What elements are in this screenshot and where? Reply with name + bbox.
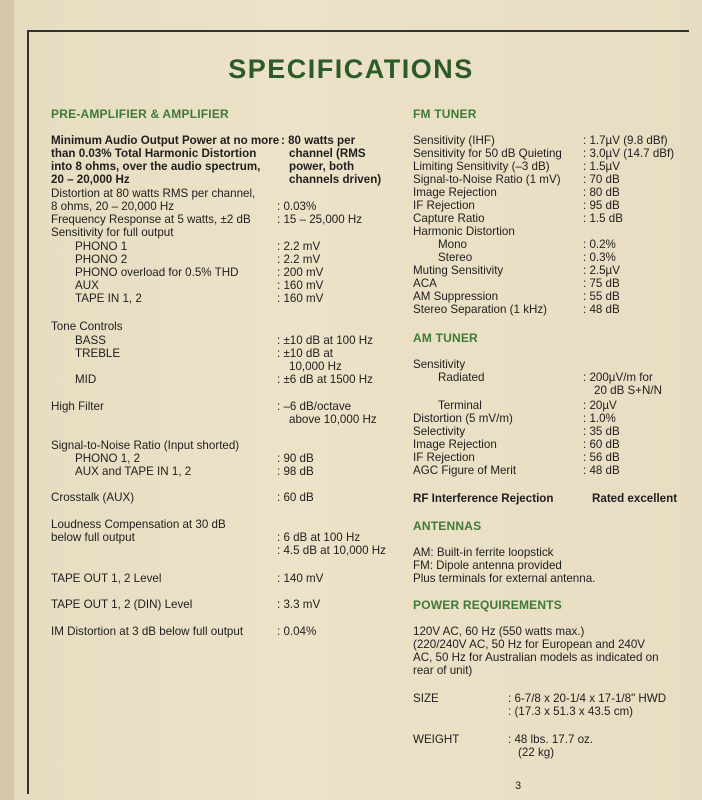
tone-controls-label: Tone Controls xyxy=(51,320,123,333)
fm-row-value: : 3.0µV (14.7 dBf) xyxy=(583,147,675,160)
fm-row-label: Image Rejection xyxy=(413,186,497,199)
am-row-label: Selectivity xyxy=(413,425,466,438)
weight-label: WEIGHT xyxy=(413,733,460,746)
weight-value: : 48 lbs. 17.7 oz. xyxy=(508,733,594,746)
fm-row-label: Harmonic Distortion xyxy=(413,225,515,238)
power-heading: POWER REQUIREMENTS xyxy=(413,598,562,612)
power-line: 120V AC, 60 Hz (550 watts max.) xyxy=(413,625,585,638)
power-line: rear of unit) xyxy=(413,664,473,677)
fm-row-label: ACA xyxy=(413,277,437,290)
pre-amp-heading: PRE-AMPLIFIER & AMPLIFIER xyxy=(51,107,229,121)
fm-row-value: : 48 dB xyxy=(583,303,620,316)
fm-row-value: : 1.5 dB xyxy=(583,212,623,225)
antennas-heading: ANTENNAS xyxy=(413,519,482,533)
am-row-value: : 20µV xyxy=(583,399,617,412)
am-row-label: IF Rejection xyxy=(413,451,475,464)
distortion-label: Distortion at 80 watts RMS per channel, xyxy=(51,187,256,200)
power-line: (220/240V AC, 50 Hz for European and 240V xyxy=(413,638,646,651)
fm-tuner-heading: FM TUNER xyxy=(413,107,477,121)
am-radiated-value: 20 dB S+N/N xyxy=(594,384,662,397)
fm-row-value: : 95 dB xyxy=(583,199,620,212)
sensitivity-label: Sensitivity for full output xyxy=(51,226,174,239)
distortion-label: 8 ohms, 20 – 20,000 Hz xyxy=(51,200,175,213)
fm-row-value: : 1.5µV xyxy=(583,160,620,173)
fm-row-value: : 70 dB xyxy=(583,173,620,186)
loudness-label: Loudness Compensation at 30 dB xyxy=(51,518,226,531)
page-edge xyxy=(0,0,14,800)
sensitivity-row-value: : 2.2 mV xyxy=(277,253,321,266)
am-radiated-value: : 200µV/m for xyxy=(583,371,653,384)
im-distortion-value: : 0.04% xyxy=(277,625,317,638)
am-tuner-heading: AM TUNER xyxy=(413,331,478,345)
am-row-value: : 48 dB xyxy=(583,464,620,477)
tape-out-label: TAPE OUT 1, 2 Level xyxy=(51,572,162,585)
antennas-line: Plus terminals for external antenna. xyxy=(413,572,596,585)
min-power-value: : 80 watts per xyxy=(281,134,356,147)
freq-response-label: Frequency Response at 5 watts, ±2 dB xyxy=(51,213,251,226)
crosstalk-label: Crosstalk (AUX) xyxy=(51,491,135,504)
size-label: SIZE xyxy=(413,692,439,705)
tone-treble-value: 10,000 Hz xyxy=(289,360,342,373)
fm-row-label: Sensitivity for 50 dB Quieting xyxy=(413,147,562,160)
fm-row-label: Capture Ratio xyxy=(413,212,485,225)
loudness-value: : 4.5 dB at 10,000 Hz xyxy=(277,544,386,557)
am-row-value: : 60 dB xyxy=(583,438,620,451)
rf-interference-label: RF Interference Rejection xyxy=(413,492,554,505)
sensitivity-row-value: : 2.2 mV xyxy=(277,240,321,253)
fm-row-value: : 0.2% xyxy=(583,238,616,251)
am-row-label: Distortion (5 mV/m) xyxy=(413,412,513,425)
sensitivity-row-label: TAPE IN 1, 2 xyxy=(75,292,142,305)
min-power-value: channels driven) xyxy=(289,173,382,186)
rf-interference-value: Rated excellent xyxy=(592,492,678,505)
tape-out-din-label: TAPE OUT 1, 2 (DIN) Level xyxy=(51,598,193,611)
tone-mid-value: : ±6 dB at 1500 Hz xyxy=(277,373,373,386)
am-row-label: Terminal xyxy=(438,399,482,412)
sensitivity-row-label: PHONO 1 xyxy=(75,240,128,253)
min-power-label: 20 – 20,000 Hz xyxy=(51,173,130,186)
sensitivity-row-label: AUX xyxy=(75,279,99,292)
min-power-value: power, both xyxy=(289,160,355,173)
am-radiated-label: Radiated xyxy=(438,371,485,384)
high-filter-value: above 10,000 Hz xyxy=(289,413,377,426)
min-power-label: into 8 ohms, over the audio spectrum, xyxy=(51,160,261,173)
loudness-value: : 6 dB at 100 Hz xyxy=(277,531,361,544)
tone-treble-label: TREBLE xyxy=(75,347,121,360)
snr-row-value: : 90 dB xyxy=(277,452,314,465)
am-row-value: : 56 dB xyxy=(583,451,620,464)
page-title: SPECIFICATIONS xyxy=(228,54,474,84)
sensitivity-row-value: : 160 mV xyxy=(277,292,324,305)
snr-label: Signal-to-Noise Ratio (Input shorted) xyxy=(51,439,240,452)
fm-row-label: Mono xyxy=(438,238,468,251)
sensitivity-row-value: : 200 mV xyxy=(277,266,324,279)
min-power-label: than 0.03% Total Harmonic Distortion xyxy=(51,147,257,160)
fm-row-value: : 55 dB xyxy=(583,290,620,303)
sensitivity-row-value: : 160 mV xyxy=(277,279,324,292)
fm-row-value: : 75 dB xyxy=(583,277,620,290)
fm-row-value: : 0.3% xyxy=(583,251,616,264)
size-value: : (17.3 x 51.3 x 43.5 cm) xyxy=(508,705,634,718)
im-distortion-label: IM Distortion at 3 dB below full output xyxy=(51,625,244,638)
fm-row-label: Limiting Sensitivity (–3 dB) xyxy=(413,160,550,173)
freq-response-value: : 15 – 25,000 Hz xyxy=(277,213,363,226)
high-filter-label: High Filter xyxy=(51,400,104,413)
fm-row-label: Muting Sensitivity xyxy=(413,264,504,277)
loudness-label: below full output xyxy=(51,531,135,544)
size-value: : 6-7/8 x 20-1/4 x 17-1/8" HWD xyxy=(508,692,667,705)
weight-value: (22 kg) xyxy=(518,746,555,759)
antennas-line: FM: Dipole antenna provided xyxy=(413,559,562,572)
snr-row-label: PHONO 1, 2 xyxy=(75,452,141,465)
power-line: AC, 50 Hz for Australian models as indicated on xyxy=(413,651,659,664)
am-row-label: AGC Figure of Merit xyxy=(413,464,517,477)
am-row-value: : 35 dB xyxy=(583,425,620,438)
tone-mid-label: MID xyxy=(75,373,97,386)
tape-out-value: : 140 mV xyxy=(277,572,324,585)
distortion-value: : 0.03% xyxy=(277,200,317,213)
min-power-value: channel (RMS xyxy=(289,147,366,160)
am-sensitivity-label: Sensitivity xyxy=(413,358,466,371)
snr-row-label: AUX and TAPE IN 1, 2 xyxy=(75,465,192,478)
fm-row-value: : 1.7µV (9.8 dBf) xyxy=(583,134,668,147)
crosstalk-value: : 60 dB xyxy=(277,491,314,504)
high-filter-value: : –6 dB/octave xyxy=(277,400,352,413)
sensitivity-row-label: PHONO overload for 0.5% THD xyxy=(75,266,239,279)
fm-row-label: IF Rejection xyxy=(413,199,475,212)
tape-out-din-value: : 3.3 mV xyxy=(277,598,321,611)
tone-treble-value: : ±10 dB at xyxy=(277,347,333,360)
fm-row-label: AM Suppression xyxy=(413,290,499,303)
sensitivity-row-label: PHONO 2 xyxy=(75,253,128,266)
min-power-label: Minimum Audio Output Power at no more xyxy=(51,134,280,147)
am-row-label: Image Rejection xyxy=(413,438,497,451)
tone-bass-value: : ±10 dB at 100 Hz xyxy=(277,334,373,347)
fm-row-value: : 80 dB xyxy=(583,186,620,199)
am-row-value: : 1.0% xyxy=(583,412,616,425)
fm-row-label: Stereo xyxy=(438,251,473,264)
fm-row-label: Signal-to-Noise Ratio (1 mV) xyxy=(413,173,561,186)
snr-row-value: : 98 dB xyxy=(277,465,314,478)
fm-row-label: Stereo Separation (1 kHz) xyxy=(413,303,548,316)
fm-row-label: Sensitivity (IHF) xyxy=(413,134,495,147)
page-number: 3 xyxy=(515,780,522,792)
antennas-line: AM: Built-in ferrite loopstick xyxy=(413,546,554,559)
tone-bass-label: BASS xyxy=(75,334,106,347)
fm-row-value: : 2.5µV xyxy=(583,264,620,277)
